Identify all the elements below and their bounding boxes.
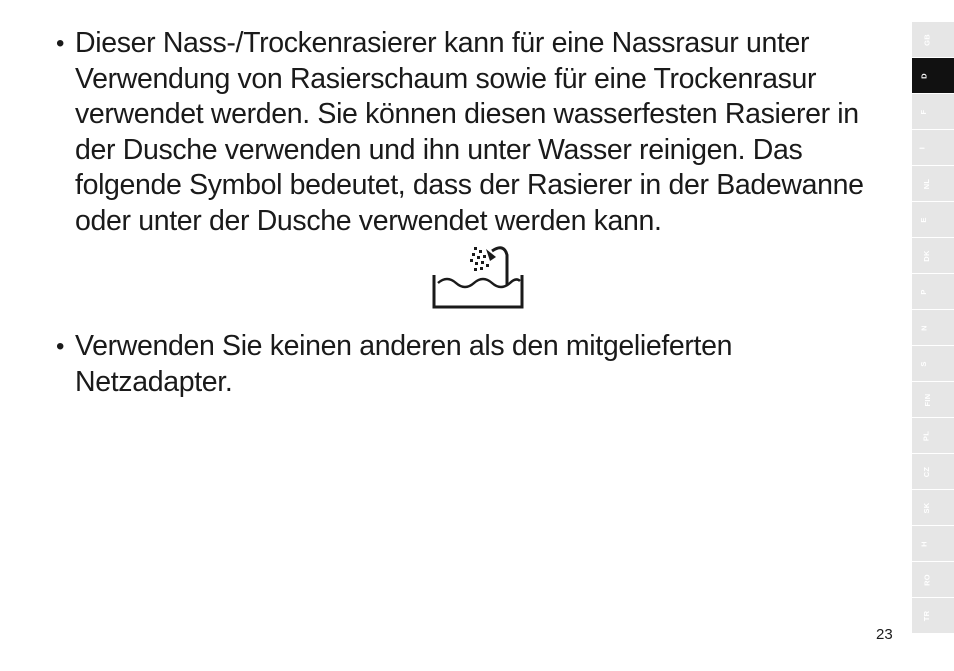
language-tab-i[interactable] bbox=[912, 130, 954, 165]
language-tab-ro[interactable] bbox=[912, 562, 954, 597]
language-tab-label: NL bbox=[921, 178, 931, 189]
language-tab-cz[interactable] bbox=[912, 454, 954, 489]
language-tab-h[interactable] bbox=[912, 526, 954, 561]
language-tab-label: H bbox=[919, 540, 929, 547]
language-tab-label: RO bbox=[922, 573, 932, 586]
language-tab-p[interactable] bbox=[912, 274, 954, 309]
language-tab-s[interactable] bbox=[912, 346, 954, 381]
language-tab-nl[interactable] bbox=[912, 166, 954, 201]
language-tab-label: S bbox=[919, 360, 929, 367]
language-tab-label: N bbox=[919, 324, 929, 331]
language-tab-pl[interactable] bbox=[912, 418, 954, 453]
language-tab-fin[interactable] bbox=[912, 382, 954, 417]
language-tab-f[interactable] bbox=[912, 94, 954, 129]
language-tab-label: TR bbox=[921, 610, 931, 621]
language-tab-label: GB bbox=[922, 33, 932, 46]
bullet-marker: • bbox=[56, 333, 65, 360]
language-tab-label: FIN bbox=[922, 393, 932, 406]
language-tab-strip bbox=[912, 22, 954, 634]
language-tab-label: E bbox=[919, 216, 929, 223]
language-tab-label: D bbox=[919, 72, 929, 79]
bullet-item-waterproof bbox=[56, 26, 896, 239]
language-tab-tr[interactable] bbox=[912, 598, 954, 633]
bath-shower-icon bbox=[430, 241, 526, 313]
language-tab-dk[interactable] bbox=[912, 238, 954, 273]
language-tab-sk[interactable] bbox=[912, 490, 954, 525]
language-tab-d[interactable] bbox=[912, 58, 954, 93]
language-tab-e[interactable] bbox=[912, 202, 954, 237]
instructions-content bbox=[56, 26, 896, 400]
language-tab-label: SK bbox=[922, 501, 932, 514]
page-number: 23 bbox=[876, 626, 893, 643]
language-tab-label: DK bbox=[922, 249, 932, 262]
bullet-text: Dieser Nass-/Trockenrasierer kann für eine Nassrasur unter Verwendung von Rasierschaum sowie für eine Trockenrasur verwendet werden. Sie können diesen wasserfesten Rasierer in der Dusche verwenden und ihn unter Wasser reinigen. Das folgende Symbol bedeutet, dass der Rasierer in der Badewanne oder unter der Dusche verwendet werden kann. bbox=[75, 27, 864, 237]
language-tab-label: F bbox=[918, 109, 928, 114]
bullet-item-adapter bbox=[56, 329, 896, 400]
bullet-marker: • bbox=[56, 30, 65, 57]
language-tab-label: P bbox=[919, 288, 929, 295]
language-tab-n[interactable] bbox=[912, 310, 954, 345]
bath-shower-symbol bbox=[56, 241, 896, 317]
language-tab-label: CZ bbox=[921, 466, 931, 477]
language-tab-label: I bbox=[917, 146, 927, 149]
bullet-text: Verwenden Sie keinen anderen als den mitgelieferten Netzadapter. bbox=[75, 330, 733, 398]
language-tab-label: PL bbox=[921, 430, 931, 441]
language-tab-gb[interactable] bbox=[912, 22, 954, 57]
